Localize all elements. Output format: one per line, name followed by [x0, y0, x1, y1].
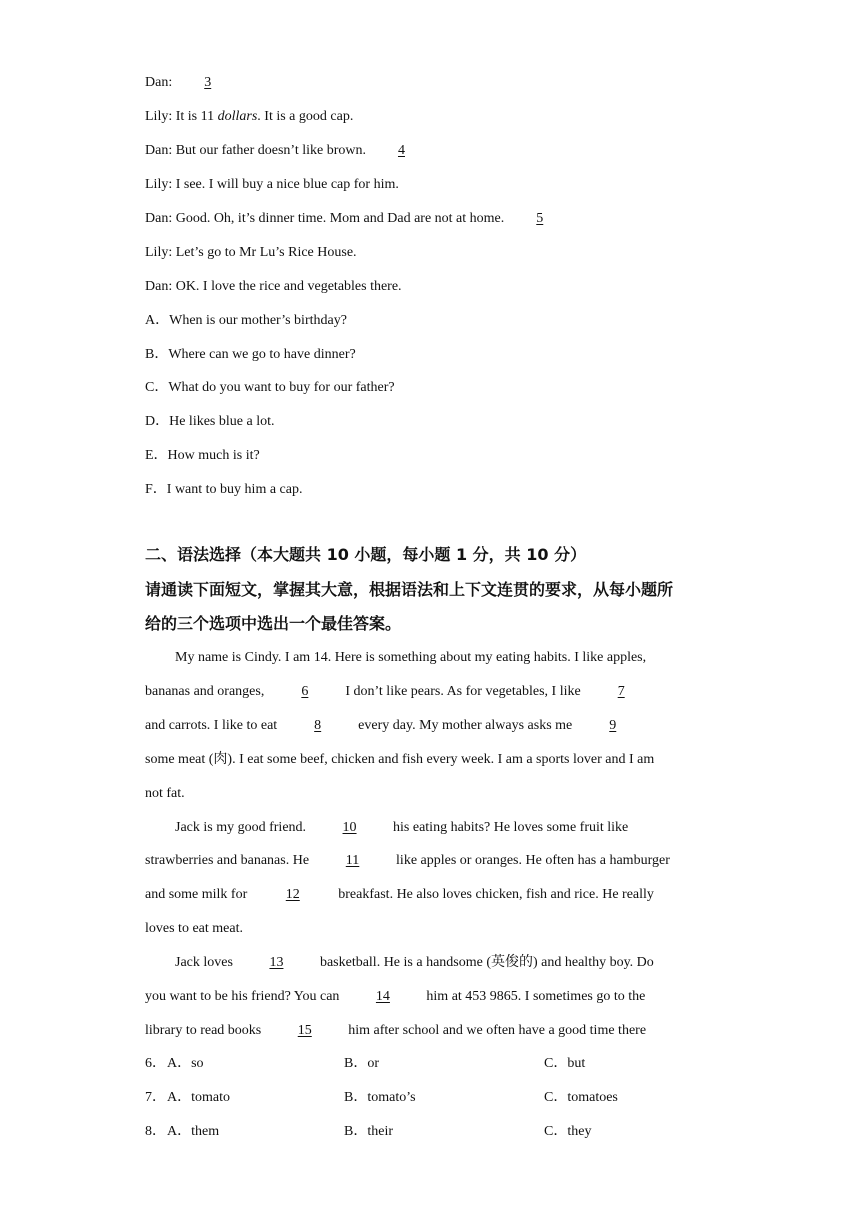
- answer-blank: 15: [297, 1023, 312, 1038]
- dialogue-italic-text: dollars: [217, 109, 258, 124]
- answer-blank: 12: [285, 887, 300, 902]
- passage-line: [145, 682, 654, 702]
- dialogue-line-2: [145, 107, 353, 127]
- passage-line: [145, 716, 646, 736]
- section-instructions-line-2: 给的三个选项中选出一个最佳答案。: [145, 614, 402, 633]
- passage-text: you want to be his friend? You can: [145, 989, 340, 1004]
- passage-text: his eating habits? He loves some fruit like: [393, 820, 629, 835]
- dialogue-text: Dan: OK. I love the rice and vegetables there.: [145, 279, 402, 294]
- choice-c: C．they: [544, 1124, 592, 1139]
- passage-line: [175, 953, 654, 973]
- passage-line: My name is Cindy. I am 14. Here is something about my eating habits. I like apples,: [175, 650, 647, 665]
- dialogue-text: Lily: I see. I will buy a nice blue cap for him.: [145, 177, 399, 192]
- option-e: E．How much is it?: [145, 448, 260, 463]
- choice-b: B．their: [344, 1124, 393, 1139]
- passage-text: and some milk for: [145, 887, 248, 902]
- answer-blank: 5: [536, 211, 544, 226]
- choice-b: B．tomato’s: [344, 1090, 416, 1105]
- dialogue-line-6: [145, 243, 357, 263]
- answer-blank: 4: [397, 143, 405, 158]
- passage-text: like apples or oranges. He often has a hamburger: [396, 853, 670, 868]
- passage-text: basketball. He is a handsome (英俊的) and healthy boy. Do: [319, 955, 654, 970]
- passage-text: I don’t like pears. As for vegetables, I like: [345, 684, 581, 699]
- passage-line: loves to eat meat.: [145, 921, 243, 936]
- passage-text: breakfast. He also loves chicken, fish and rice. He really: [338, 887, 654, 902]
- passage-line: [175, 818, 628, 838]
- question-number: 6．: [145, 1056, 166, 1071]
- passage-text: and carrots. I like to eat: [145, 718, 278, 733]
- dialogue-line-5: [145, 209, 566, 229]
- choice-a: A．so: [167, 1056, 204, 1071]
- dialogue-text: Lily: Let’s go to Mr Lu’s Rice House.: [145, 245, 357, 260]
- choice-b: B．or: [344, 1056, 379, 1071]
- option-d: D．He likes blue a lot.: [145, 414, 275, 429]
- speaker: Dan:: [145, 75, 173, 90]
- section-title: 二、语法选择（本大题共 10 小题，每小题 1 分，共 10 分）: [145, 545, 587, 564]
- answer-blank: 11: [345, 853, 360, 868]
- answer-blank: 3: [204, 75, 212, 90]
- answer-blank: 10: [342, 820, 357, 835]
- choice-c: C．but: [544, 1056, 586, 1071]
- passage-line: [145, 987, 645, 1007]
- passage-line: [145, 851, 670, 871]
- answer-blank: 14: [375, 989, 390, 1004]
- passage-line: not fat.: [145, 786, 185, 801]
- passage-text: him after school and we often have a good time there: [348, 1023, 647, 1038]
- answer-blank: 7: [617, 684, 625, 699]
- dialogue-line-3: [145, 141, 427, 161]
- dialogue-text: Dan: Good. Oh, it’s dinner time. Mom and Dad are not at home.: [145, 211, 505, 226]
- option-c: C．What do you want to buy for our father?: [145, 380, 395, 395]
- dialogue-text: . It is a good cap.: [257, 109, 354, 124]
- dialogue-text: Dan: But our father doesn’t like brown.: [145, 143, 366, 158]
- question-number: 8．: [145, 1124, 166, 1139]
- option-a: A．When is our mother’s birthday?: [145, 313, 347, 328]
- dialogue-line-4: [145, 175, 399, 195]
- passage-text: him at 453 9865. I sometimes go to the: [426, 989, 646, 1004]
- choice-a: A．them: [167, 1124, 220, 1139]
- answer-blank: 6: [301, 684, 309, 699]
- passage-text: Jack loves: [175, 955, 233, 970]
- passage-text: Jack is my good friend.: [175, 820, 307, 835]
- passage-line: some meat (肉). I eat some beef, chicken and fish every week. I am a sports lover and I am: [145, 752, 655, 767]
- answer-blank: 8: [314, 718, 322, 733]
- answer-blank: 9: [609, 718, 617, 733]
- dialogue-line-7: [145, 277, 402, 297]
- choice-a: A．tomato: [167, 1090, 230, 1105]
- section-instructions-line-1: 请通读下面短文，掌握其大意，根据语法和上下文连贯的要求，从每小题所: [145, 580, 674, 599]
- passage-line: [145, 1021, 646, 1041]
- passage-text: bananas and oranges,: [145, 684, 265, 699]
- passage-text: library to read books: [145, 1023, 262, 1038]
- passage-text: strawberries and bananas. He: [145, 853, 310, 868]
- option-b: B．Where can we go to have dinner?: [145, 347, 356, 362]
- dialogue-line-1: [145, 73, 234, 93]
- choice-c: C．tomatoes: [544, 1090, 618, 1105]
- dialogue-text: Lily: It is 11: [145, 109, 218, 124]
- question-number: 7．: [145, 1090, 166, 1105]
- passage-line: [145, 885, 654, 905]
- answer-blank: 13: [269, 955, 284, 970]
- passage-text: every day. My mother always asks me: [358, 718, 573, 733]
- option-f: F．I want to buy him a cap.: [145, 482, 303, 497]
